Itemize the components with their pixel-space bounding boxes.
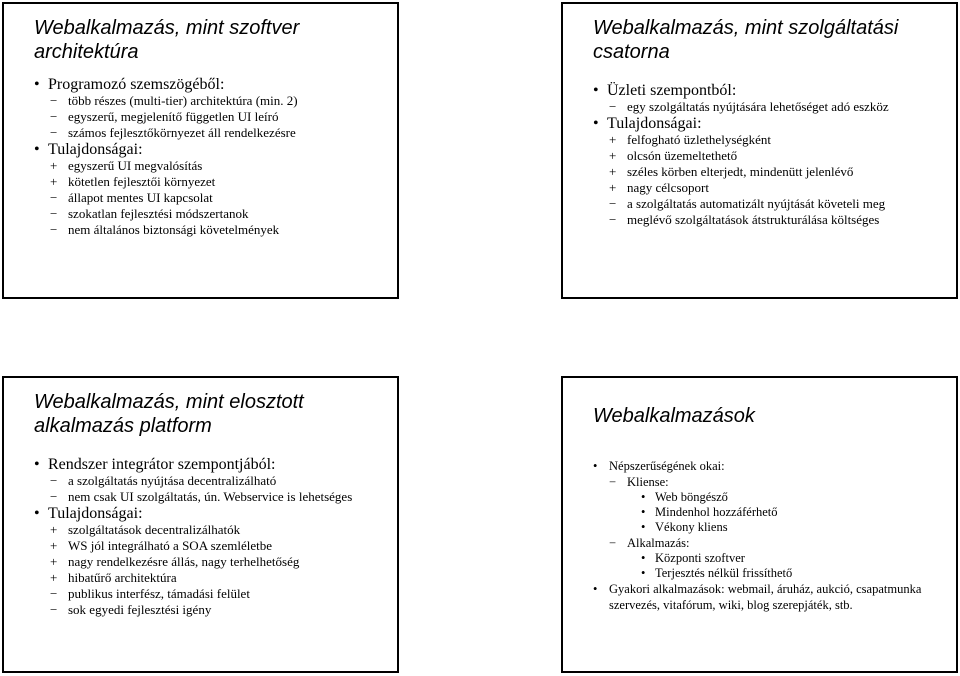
list-item: − állapot mentes UI kapcsolat (50, 190, 213, 205)
list-item: − egyszerű, megjelenítő független UI leíró (50, 109, 279, 124)
list-item: • Programozó szemszögéből: (34, 76, 225, 93)
list-item: + nagy célcsoport (609, 180, 709, 195)
list-item: − Kliense: (609, 475, 669, 489)
list-item: + egyszerű UI megvalósítás (50, 158, 203, 173)
list-item: • Tulajdonságai: (34, 141, 143, 158)
list-item: • Web böngésző (641, 490, 728, 504)
slide-service-channel (561, 2, 958, 299)
list-item: − a szolgáltatás automatizált nyújtását követeli meg (609, 196, 886, 211)
list-item-continuation: szervezés, vitafórum, wiki, blog szerepjáték, stb. (609, 598, 853, 612)
list-item: − a szolgáltatás nyújtása decentralizálható (50, 473, 277, 488)
list-item: + hibatűrő architektúra (50, 570, 177, 585)
slide-bullets (593, 82, 952, 228)
list-item: • Üzleti szempontból: (593, 82, 737, 99)
list-item: + nagy rendelkezésre állás, nagy terhelhetőség (50, 554, 300, 569)
list-item: − Alkalmazás: (609, 536, 690, 550)
slide-software-architecture (2, 2, 399, 299)
slide-distributed-platform (2, 376, 399, 673)
list-item: − publikus interfész, támadási felület (50, 586, 250, 601)
list-item: + WS jól integrálható a SOA szemléletbe (50, 538, 272, 553)
slide-web-applications (561, 376, 958, 673)
list-item: • Vékony kliens (641, 520, 728, 534)
slide-title: Webalkalmazás, mint elosztott alkalmazás platform (34, 391, 304, 437)
list-item: • Rendszer integrátor szempontjából: (34, 456, 276, 473)
list-item: + olcsón üzemeltethető (609, 148, 738, 163)
list-item: − egy szolgáltatás nyújtására lehetőséget adó eszköz (609, 99, 889, 114)
list-item: • Tulajdonságai: (34, 505, 143, 522)
list-item: − nem csak UI szolgáltatás, ún. Webservice is lehetséges (50, 489, 353, 504)
slide-title: Webalkalmazás, mint szolgáltatási csatorna (593, 17, 899, 63)
list-item: • Terjesztés nélkül frissíthető (641, 566, 793, 580)
list-item: • Népszerűségének okai: (593, 459, 725, 473)
list-item: • Mindenhol hozzáférhető (641, 505, 778, 519)
list-item: − szokatlan fejlesztési módszertanok (50, 206, 249, 221)
slide-title: Webalkalmazások (593, 405, 755, 427)
slide-title: Webalkalmazás, mint szoftver architektúra (34, 17, 300, 63)
list-item: + kötetlen fejlesztői környezet (50, 174, 216, 189)
list-item: − több részes (multi-tier) architektúra (min. 2) (50, 93, 298, 108)
list-item: • Központi szoftver (641, 551, 745, 565)
slide-bullets (34, 456, 393, 618)
list-item: − nem általános biztonsági követelmények (50, 222, 280, 237)
slide-bullets (593, 458, 952, 613)
list-item: − számos fejlesztőkörnyezet áll rendelkezésre (50, 125, 296, 140)
list-item: • Tulajdonságai: (593, 115, 702, 132)
slide-bullets (34, 76, 393, 238)
list-item: + felfogható üzlethelységként (609, 132, 772, 147)
list-item: − sok egyedi fejlesztési igény (50, 602, 212, 617)
list-item: − meglévő szolgáltatások átstrukturálása költséges (609, 212, 880, 227)
list-item: • Gyakori alkalmazások: webmail, áruház, aukció, csapatmunka (593, 582, 922, 596)
list-item: + szolgáltatások decentralizálhatók (50, 522, 241, 537)
list-item: + széles körben elterjedt, mindenütt jelenlévő (609, 164, 854, 179)
